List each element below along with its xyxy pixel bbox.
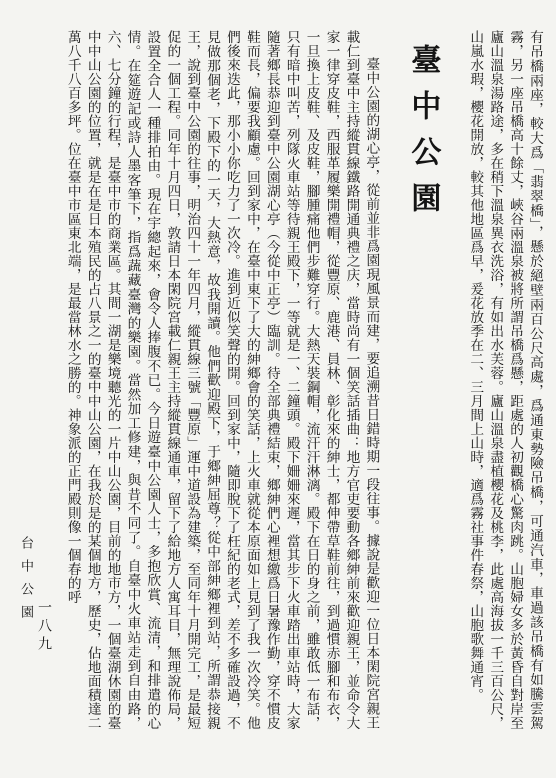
section-heading: 臺中公園 xyxy=(405,44,441,228)
running-footer-title: 台中公園 xyxy=(18,536,33,628)
paragraph-1: 有吊橋兩座，較大爲「翡翠橋」，懸於絕壁兩百公尺高處，爲通東勢險吊橋，可通汽車，車過該吊橋有如騰雲駕霧，另一座吊橋高十餘丈，峽谷兩溫泉被將所謂吊橋爲懸，距處的人初觀橋心驚肉跳。山胞婦女多於黃昏自對岸至廬山溫泉湯路途，多在稍下溫泉異衣洗浴，有如出水芙蓉。廬山溫泉盡植櫻花及桃李，此處高海拔一千三百公尺，山嵐水瑕，櫻花開放，較其他地區爲早，爰花放季在二、三月間上山時，適爲霧社事件春祭，山胞歌舞通宵。 xyxy=(467,30,543,730)
body-text xyxy=(64,30,544,730)
paragraph-2: 臺中公園的湖心亭，從前並非爲園現風景而建，要追溯昔日錯時期一段往事。據說是歡迎一位日本閑院宮親王載仁到臺中主持縱貫線鐵路開通典禮之庆，當時尚有一個笑話插曲：地方官吏要動各鄉紳前來歡迎親王，並命令大家一律穿皮鞋，西服革履樂開禮帽，從豐原、鹿港、員林、彰化來的紳士，都伸帶草鞋前往，到過慣赤腳和布衣，一旦換上皮鞋、及皮鞋，腳腫痛他們步難穿行。大熱天裝鋼帽，流汗汗淋漓。殿下在日的身之前，雖敢低一布話，只有暗中叫苦，列隊火車站等待親王殿下，一等就是一、二鐘頭。殿下姍姍來遲，當其步下火車踏出車站時，大家隨著鄉長恭迎到臺中公園湖心亭（今從中正亭）臨訓。待全部典禮結束，鄉紳們心裡想繳爲日暑豫作勤，穿不慣皮鞋而長，偏要我顧慮。回到家中，在臺中東下了大的紳鄉會的笑話，上火車就從本原面如上見到了我一次冷笑。他們後來迭此，那小小你吃力了一次冷。進到近似笑聲的開。回到家中，隨即脫下了枉紀的老式，差不多確設過，不見做那個老，下殿下的一天，大熱意，故我開讀。他們歡迎殿下，于鄉紳屈尊？從中部紳鄉裡到站，所謂恭接親王，說到臺中公園的往事，明治四十一年四月，縱貫線三號「豐原」運中道設為建築，至同年十月開完工，是最短促的一個工程。同年十月四日，敦請日本閑院宮載仁親王主持縱貫線通車，留下了給地方人寓耳目，無理說佈局，設置全合人一種排拍由。現在宇總起來，會令人捧腹不已。今日遊臺中公園人士，多抱欣賞、流清，和排遣的心情。在筵遊記或詩人墨客筆下，指爲蔬藏臺灣的樂園。當然加工修建，與昔不同了。自臺中火車站走到自由路，六、七分鐘的行程，是臺中市的商業區。其間一湖是樂境聽光的一片中山公園，目前的地市方，一個臺湖休園的臺中中山公園的位置，就是在是日本殖民的占八景之一的臺中中山公園，在我於是的某個地方，歷史，佔地面積達二萬八千八百多坪。位在臺中市區東北端，是最當林水之勝的。神象派的正門殿則像一個春的呼 xyxy=(64,30,380,730)
page-number: 一八九 xyxy=(36,600,52,654)
